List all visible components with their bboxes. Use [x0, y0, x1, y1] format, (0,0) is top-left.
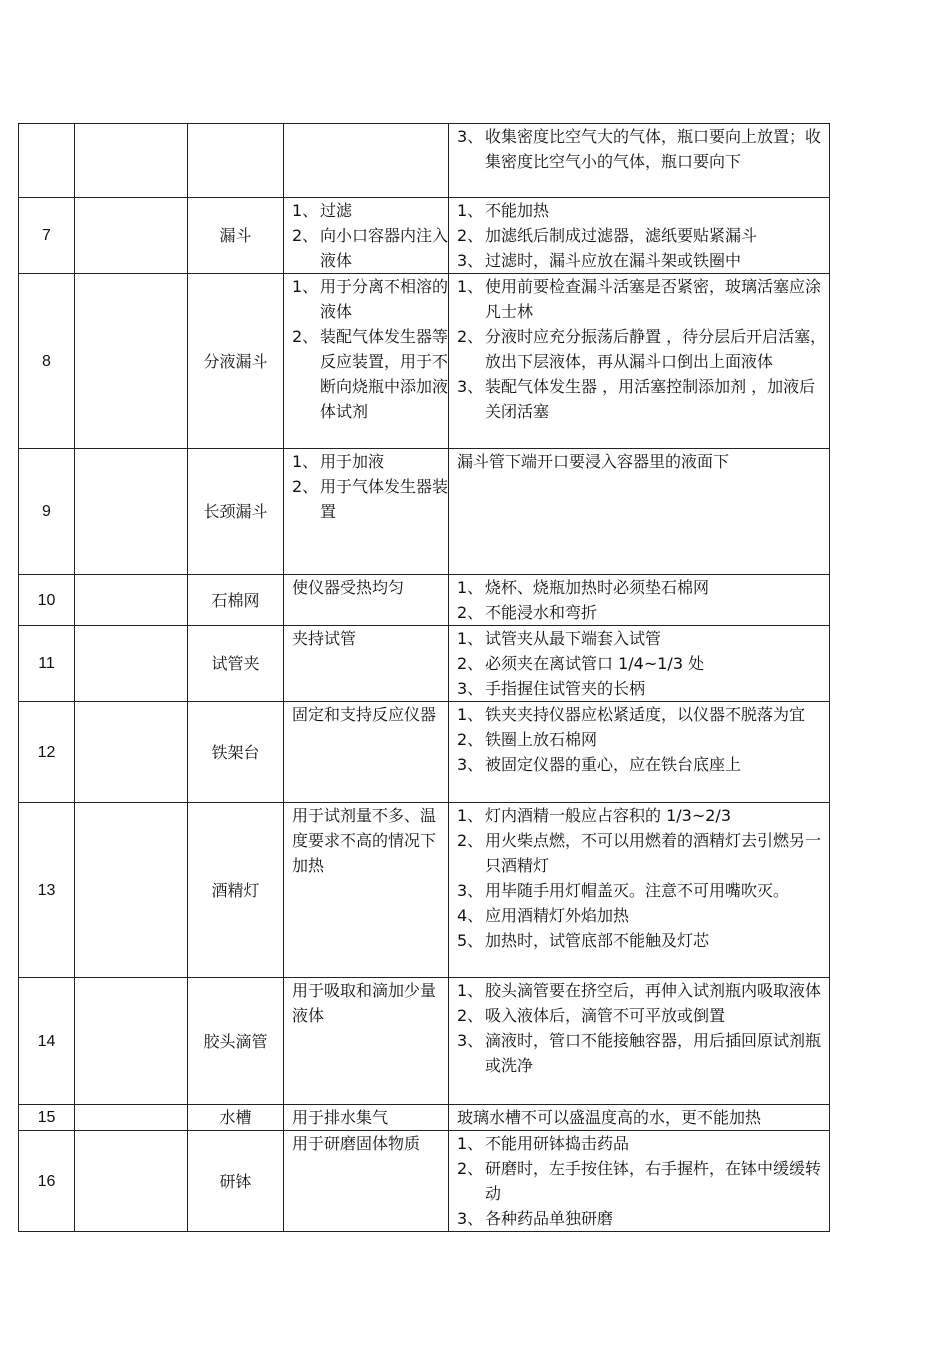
row-number: 12	[19, 702, 75, 803]
image-cell	[75, 702, 188, 803]
notes-cell	[449, 449, 830, 575]
image-cell	[75, 198, 188, 274]
item-text: 不能用研钵捣击药品	[485, 1134, 630, 1153]
list-item	[457, 752, 829, 777]
item-number: 1、	[457, 806, 484, 825]
item-text: 用于排水集气	[292, 1108, 389, 1127]
list-item	[457, 449, 829, 474]
list-item	[292, 274, 448, 324]
list-item	[292, 803, 448, 878]
notes-cell	[449, 1131, 830, 1232]
usage-cell	[284, 1105, 449, 1131]
item-text: 过滤	[320, 201, 353, 220]
table-row	[19, 274, 830, 449]
usage-cell	[284, 978, 449, 1105]
instrument-name: 分液漏斗	[188, 274, 284, 449]
item-text: 用于试剂量不多、温度要求不高的情况下加热	[292, 806, 437, 875]
item-number: 3、	[457, 1209, 484, 1228]
list-item	[457, 727, 829, 752]
list-item	[457, 374, 829, 424]
notes-cell	[449, 198, 830, 274]
list-item	[292, 978, 448, 1028]
row-number: 7	[19, 198, 75, 274]
item-number: 2、	[292, 226, 319, 245]
item-text: 手指握住试管夹的长柄	[485, 679, 646, 698]
row-number: 10	[19, 575, 75, 626]
item-number: 5、	[457, 931, 484, 950]
item-text: 被固定仪器的重心，应在铁台底座上	[485, 755, 742, 774]
table-body	[19, 124, 830, 1232]
usage-cell	[284, 274, 449, 449]
list-item	[292, 324, 448, 424]
item-number: 2、	[457, 1006, 484, 1025]
list-item	[457, 878, 829, 903]
list-item	[457, 903, 829, 928]
notes-cell	[449, 626, 830, 702]
item-number: 1、	[457, 981, 484, 1000]
item-text: 用于加液	[320, 452, 385, 471]
item-text: 使仪器受热均匀	[292, 578, 405, 597]
item-text: 用火柴点燃，不可以用燃着的酒精灯去引燃另一只酒精灯	[485, 831, 822, 875]
list-item	[457, 274, 829, 324]
table-row	[19, 1131, 830, 1232]
image-cell	[75, 803, 188, 978]
list-item	[457, 928, 829, 953]
item-number: 2、	[457, 603, 484, 622]
notes-cell	[449, 702, 830, 803]
item-text: 向小口容器内注入液体	[320, 226, 449, 270]
item-text: 灯内酒精一般应占容积的 1/3~2/3	[485, 806, 731, 825]
item-text: 各种药品单独研磨	[485, 1209, 614, 1228]
item-text: 收集密度比空气大的气体，瓶口要向上放置；收集密度比空气小的气体，瓶口要向下	[485, 127, 822, 171]
row-number: 14	[19, 978, 75, 1105]
notes-cell	[449, 803, 830, 978]
table-row	[19, 803, 830, 978]
instrument-name: 研钵	[188, 1131, 284, 1232]
item-text: 分液时应充分振荡后静置 ，待分层后开启活塞，放出下层液体，再从漏斗口倒出上面液体	[485, 327, 827, 371]
item-number: 1、	[457, 578, 484, 597]
list-item	[292, 702, 448, 727]
image-cell	[75, 1131, 188, 1232]
item-text: 必须夹在离试管口 1/4~1/3 处	[485, 654, 705, 673]
item-text: 不能浸水和弯折	[485, 603, 598, 622]
list-item	[292, 198, 448, 223]
item-number: 2、	[292, 477, 319, 496]
table-row	[19, 626, 830, 702]
item-number: 1、	[457, 277, 484, 296]
item-text: 用于分离不相溶的液体	[320, 277, 449, 321]
image-cell	[75, 978, 188, 1105]
instrument-name: 酒精灯	[188, 803, 284, 978]
list-item	[292, 449, 448, 474]
list-item	[457, 1131, 829, 1156]
item-number: 3、	[457, 1031, 484, 1050]
usage-cell	[284, 1131, 449, 1232]
item-number: 1、	[457, 629, 484, 648]
item-text: 使用前要检查漏斗活塞是否紧密，玻璃活塞应涂凡士林	[485, 277, 822, 321]
list-item	[457, 1156, 829, 1206]
row-number: 9	[19, 449, 75, 575]
table-row	[19, 1105, 830, 1131]
list-item	[457, 1105, 829, 1130]
list-item	[457, 198, 829, 223]
image-cell	[75, 274, 188, 449]
list-item	[457, 978, 829, 1003]
item-text: 滴液时，管口不能接触容器，用后插回原试剂瓶或洗净	[485, 1031, 822, 1075]
instrument-name: 试管夹	[188, 626, 284, 702]
item-number: 2、	[457, 831, 484, 850]
item-number: 3、	[457, 755, 484, 774]
row-number: 8	[19, 274, 75, 449]
image-cell	[75, 449, 188, 575]
notes-cell	[449, 575, 830, 626]
list-item	[292, 626, 448, 651]
usage-cell	[284, 449, 449, 575]
row-number: 15	[19, 1105, 75, 1131]
list-item	[457, 223, 829, 248]
list-item	[457, 828, 829, 878]
item-number: 3、	[457, 251, 484, 270]
instrument-name: 胶头滴管	[188, 978, 284, 1105]
item-number: 2、	[457, 226, 484, 245]
instrument-name: 漏斗	[188, 198, 284, 274]
item-number: 3、	[457, 881, 484, 900]
item-number: 1、	[457, 1134, 484, 1153]
instrument-name: 水槽	[188, 1105, 284, 1131]
list-item	[457, 124, 829, 174]
list-item	[457, 1003, 829, 1028]
item-text: 应用酒精灯外焰加热	[485, 906, 630, 925]
list-item	[457, 803, 829, 828]
item-number: 4、	[457, 906, 484, 925]
row-number	[19, 124, 75, 198]
notes-cell	[449, 978, 830, 1105]
image-cell	[75, 124, 188, 198]
list-item	[457, 1028, 829, 1078]
list-item	[457, 676, 829, 701]
item-text: 研磨时，左手按住钵，右手握杵，在钵中缓缓转动	[485, 1159, 822, 1203]
usage-cell	[284, 198, 449, 274]
item-text: 吸入液体后，滴管不可平放或倒置	[485, 1006, 726, 1025]
item-number: 1、	[292, 201, 319, 220]
image-cell	[75, 575, 188, 626]
row-number: 13	[19, 803, 75, 978]
list-item	[457, 1206, 829, 1231]
item-text: 试管夹从最下端套入试管	[485, 629, 662, 648]
item-number: 3、	[457, 679, 484, 698]
item-number: 3、	[457, 127, 484, 146]
item-text: 过滤时，漏斗应放在漏斗架或铁圈中	[485, 251, 742, 270]
list-item	[292, 1131, 448, 1156]
list-item	[292, 1105, 448, 1130]
item-text: 铁夹夹持仪器应松紧适度，以仪器不脱落为宜	[485, 705, 806, 724]
item-number: 1、	[457, 201, 484, 220]
notes-cell	[449, 274, 830, 449]
usage-cell	[284, 626, 449, 702]
usage-cell	[284, 702, 449, 803]
instrument-name	[188, 124, 284, 198]
table-row	[19, 978, 830, 1105]
item-text: 用毕随手用灯帽盖灭。注意不可用嘴吹灭。	[485, 881, 790, 900]
notes-cell	[449, 124, 830, 198]
item-text: 加热时，试管底部不能触及灯芯	[485, 931, 710, 950]
item-text: 用于气体发生器装置	[320, 477, 449, 521]
table-row	[19, 198, 830, 274]
instrument-name: 长颈漏斗	[188, 449, 284, 575]
item-number: 2、	[457, 730, 484, 749]
notes-cell	[449, 1105, 830, 1131]
table-row	[19, 575, 830, 626]
item-text: 装配气体发生器等反应装置，用于不断向烧瓶中添加液体试剂	[320, 327, 449, 421]
usage-cell	[284, 124, 449, 198]
usage-cell	[284, 803, 449, 978]
image-cell	[75, 1105, 188, 1131]
list-item	[457, 626, 829, 651]
list-item	[292, 223, 448, 273]
item-text: 胶头滴管要在挤空后，再伸入试剂瓶内吸取液体	[485, 981, 822, 1000]
item-text: 用于研磨固体物质	[292, 1134, 421, 1153]
usage-cell	[284, 575, 449, 626]
item-number: 3、	[457, 377, 484, 396]
list-item	[457, 575, 829, 600]
item-number: 2、	[457, 1159, 484, 1178]
item-number: 2、	[292, 327, 319, 346]
item-number: 2、	[457, 327, 484, 346]
item-text: 铁圈上放石棉网	[485, 730, 598, 749]
table-row	[19, 702, 830, 803]
list-item	[457, 702, 829, 727]
item-text: 烧杯、烧瓶加热时必须垫石棉网	[485, 578, 710, 597]
item-text: 不能加热	[485, 201, 550, 220]
item-text: 用于吸取和滴加少量液体	[292, 981, 437, 1025]
item-number: 2、	[457, 654, 484, 673]
item-text: 固定和支持反应仪器	[292, 705, 437, 724]
instrument-table	[18, 123, 830, 1232]
instrument-name: 石棉网	[188, 575, 284, 626]
item-text: 加滤纸后制成过滤器，滤纸要贴紧漏斗	[485, 226, 758, 245]
item-text: 玻璃水槽不可以盛温度高的水，更不能加热	[457, 1108, 762, 1127]
list-item	[457, 248, 829, 273]
list-item	[292, 474, 448, 524]
table-row	[19, 124, 830, 198]
item-number: 1、	[292, 452, 319, 471]
image-cell	[75, 626, 188, 702]
list-item	[457, 651, 829, 676]
table-row	[19, 449, 830, 575]
item-text: 装配气体发生器 ，用活塞控制添加剂 ，加液后关闭活塞	[485, 377, 816, 421]
instrument-name: 铁架台	[188, 702, 284, 803]
item-text: 漏斗管下端开口要浸入容器里的液面下	[457, 452, 730, 471]
item-number: 1、	[292, 277, 319, 296]
list-item	[292, 575, 448, 600]
item-number: 1、	[457, 705, 484, 724]
row-number: 11	[19, 626, 75, 702]
list-item	[457, 600, 829, 625]
row-number: 16	[19, 1131, 75, 1232]
list-item	[457, 324, 829, 374]
item-text: 夹持试管	[292, 629, 357, 648]
